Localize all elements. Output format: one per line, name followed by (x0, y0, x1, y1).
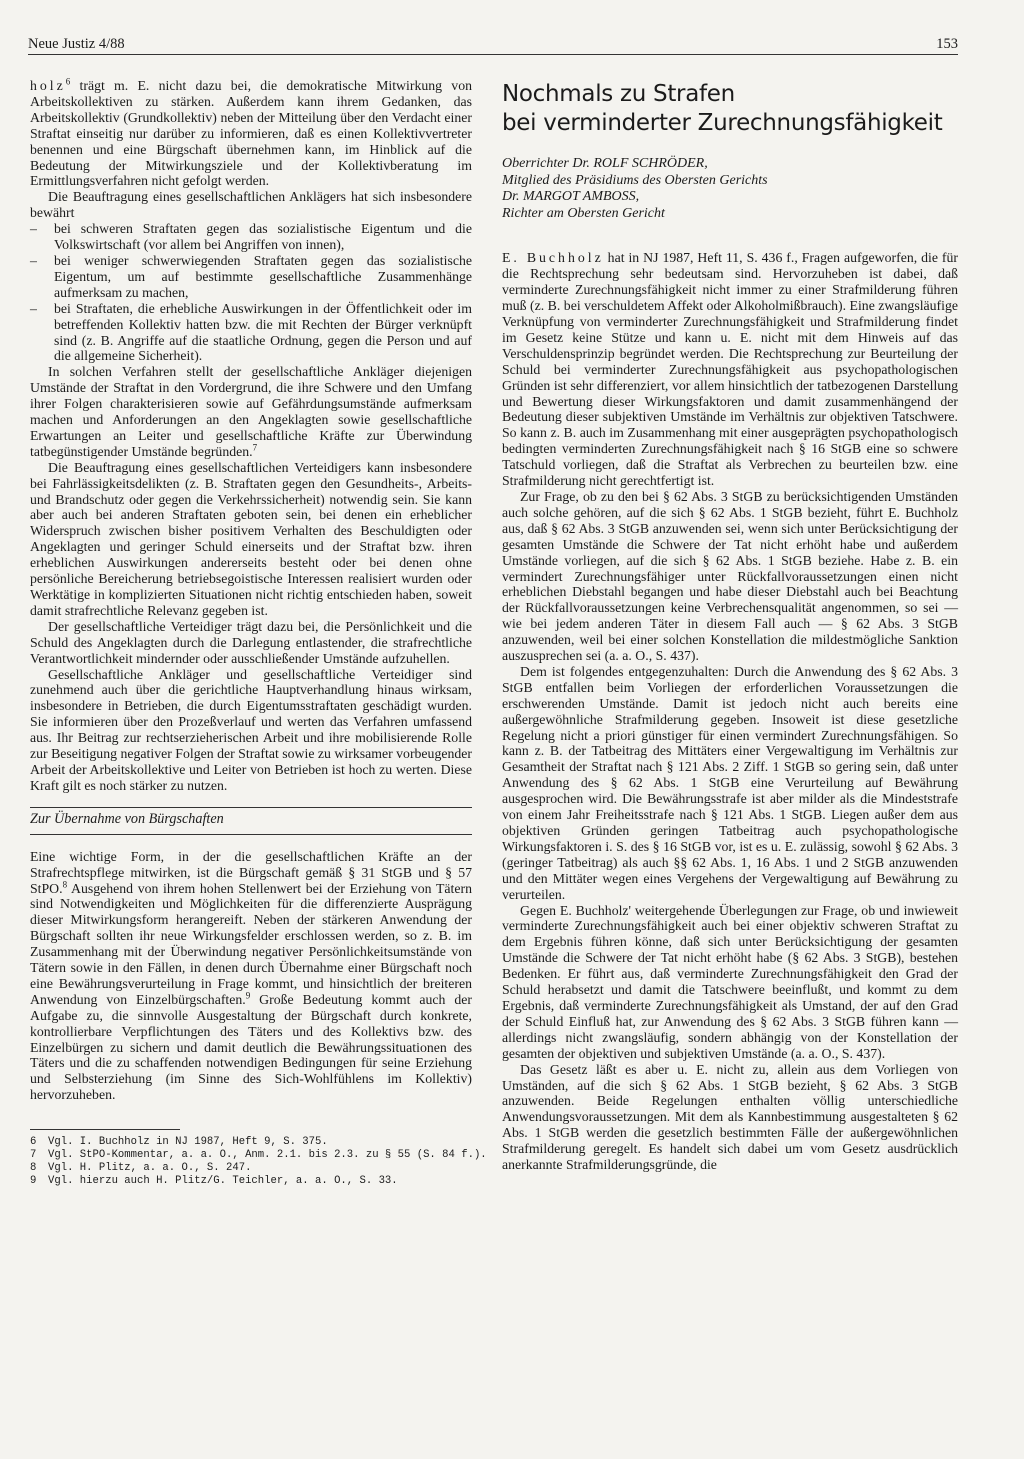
running-head (28, 34, 958, 55)
footnote-text: Vgl. H. Plitz, a. a. O., S. 247. (48, 1162, 252, 1175)
footnote-ref[interactable]: 8 (62, 878, 68, 889)
paragraph (502, 250, 958, 489)
paragraph: Zur Frage, ob zu den bei § 62 Abs. 3 StGB zu berücksichtigenden Umständen auch solche gehören, auf die sich § 62 Abs. 1 StGB bezieht, führt E. Buchholz aus, daß § 62 Abs. 3 StGB anzuwenden sei, wenn sich unter Berücksichtigung der gesamten Umstände die Schwere der Tat nicht erhöht habe und außerdem Umstände vorliegen, auf die sich § 62 Abs. 1 StGB beziehe. Habe z. B. ein vermindert Zurechnungsfähiger unter Rückfallvoraussetzungen einen nicht erheblichen Diebstahl begangen und habe dieser Diebstahl auch bei Beachtung der Rückfallvoraussetzungen keine Verbrechensqualität angenommen, so sei — wie bei jedem anderen Täter in diesem Fall auch — § 62 Abs. 3 StGB anzuwenden, weil bei einer solchen Konstellation die mildestmögliche Sanktion auszusprechen sei (a. a. O., S. 437). (502, 488, 958, 664)
paragraph-text: Ausgehend von ihrem hohen Stellenwert bei der Erziehung von Tätern sind Notwendigkeiten und Möglichkeiten für die differenzierte Ausprägung dieser Mitwirkungsform herangereift. Neben der stärkeren Anwendung der Bürgschaft sollten ihr neue Wirkungsfelder erschlossen werden, so z. B. im Zusammenhang mit der Überwindung negativer Persönlichkeitsumstände von Tätern sowie in den Fällen, in denen durch Übernahme einer Bürgschaft noch eine Bewährungsverurteilung in Frage kommt, und hinsichtlich der breiteren Anwendung von Einzelbürgschaften. (30, 880, 472, 1007)
spaced-name: holz (30, 78, 66, 93)
footnote-number: 8 (30, 1162, 37, 1175)
paragraph: Dem ist folgendes entgegenzuhalten: Durch die Anwendung des § 62 Abs. 3 StGB entfallen beim Vorliegen der erforderlichen Voraussetzungen die erschwerenden Umstände. Damit ist jedoch nicht auch bereits eine außergewöhnliche Strafmilderung gegeben. Insoweit ist diese gesetzliche Regelung nicht a priori günstiger für einen vermindert Zurechnungsfähigen. So kann z. B. der Tatbeitrag des Mittäters einer Vergewaltigung im Verhältnis zur Gesamtheit der Straftat nach § 121 Abs. 2 Ziff. 1 StGB so gering sein, daß unter Anwendung des § 62 Abs. 1 StGB eine Verurteilung auf Bewährung ausgesprochen wird. Die Bewährungsstrafe ist aber milder als die Mindeststrafe von einem Jahr Freiheitsstrafe nach § 121 Abs. 1 StGB. Liegen außer dem aus objektiven Gründen geringen Tatbeitrag auch psychopathologische Wirkungsfaktoren i. S. des § 16 StGB vor, ist es u. E. zulässig, sowohl § 62 Abs. 3 (geringer Tatbeitrag) als auch §§ 62 Abs. 1, 16 Abs. 1 und 2 StGB anzuwenden und den Mittäter wegen eines Vergehens der Vergewaltigung auf Bewährung zu verurteilen. (502, 663, 958, 902)
paragraph-text: trägt m. E. nicht dazu bei, die demokratische Mitwirkung von Arbeitskollektiven zu stärken. Außerdem kann ihrem Gedanken, das Arbeitskollektiv (Grundkollektiv) neben der Mitteilung über den Verdacht einer Straftat einseitig nur darüber zu informieren, daß es einen Kollektivvertreter benennen und eine Bürgschaft übernehmen kann, im Hinblick auf die Bedeutung der Mitwirkungsziele und der Kollektivberatung im Ermittlungsverfahren nicht gefolgt werden. (30, 78, 472, 189)
paragraph (30, 849, 472, 1104)
article-title (502, 80, 958, 138)
article-title-line: Nochmals zu Strafen (502, 81, 735, 107)
footnote (30, 1175, 472, 1188)
footnote (30, 1149, 487, 1162)
paragraph: Die Beauftragung eines gesellschaftlichen Verteidigers kann insbesondere bei Fahrlässigkeitsdelikten (z. B. Straftaten gegen den Gesundheits-, Arbeits- und Brandschutz oder gegen die Verkehrssicherheit) notwendig sein. Sie kann aber auch bei anderen Straftaten geboten sein, bei denen ein erheblicher Widerspruch zwischen bisher positivem Verhalten des Beschuldigten oder Angeklagten und geringer Schuld einerseits und der Straftat bzw. ihren erheblichen Auswirkungen andererseits besteht oder bei denen ohne persönliche Bereicherung betriebsegoistische Interessen realisiert wurden oder Werktätige in komplizierten Situationen nicht richtig entschieden haben, soweit damit strafrechtliche Relevanz gegeben ist. (30, 459, 472, 618)
paragraph: Die Beauftragung eines gesellschaftlichen Anklägers hat sich insbesondere bewährt (30, 189, 472, 221)
paragraph: Gesellschaftliche Ankläger und gesellschaftliche Verteidiger sind zunehmend auch über die gerichtliche Hauptverhandlung hinaus wirksam, insbesondere in Betrieben, die durch Eigentumsstraftaten geschädigt wurden. Sie informieren über den Prozeßverlauf und werten das Verfahren umfassend aus. Ihr Beitrag zur rechtserzieherischen Arbeit und ihre mobilisierende Rolle zur Beseitigung negativer Folgen der Straftat sowie zu wirksamer vorbeugender Arbeit der Arbeitskollektive und Leiter von Betrieben ist hoch zu werten. Diese Kraft gilt es noch stärker zu nutzen. (30, 666, 472, 793)
author-line: Richter am Obersten Gericht (502, 205, 665, 221)
paragraph (30, 78, 472, 189)
paragraph: Das Gesetz läßt es aber u. E. nicht zu, allein aus dem Vorliegen von Umständen, auf die sich § 62 Abs. 1 StGB bezieht, § 62 Abs. 3 StGB anzuwenden. Beide Regelungen enthalten völlig unterschiedliche Anwendungsvoraussetzungen. Mit dem als Kannbestimmung ausgestalteten § 62 Abs. 1 StGB werden die gesetzlich bestimmten Fälle der außergewöhnlichen Strafmilderung geregelt. Es handelt sich dabei um vom Gesetz ausdrücklich anerkannte Strafmilderungsgründe, die (502, 1061, 958, 1173)
author-block (502, 156, 958, 222)
spaced-name: E. Buchholz (502, 250, 604, 266)
author-line: Dr. MARGOT AMBOSS, (502, 189, 640, 205)
page-number: 153 (936, 36, 958, 52)
author-line: Oberrichter Dr. ROLF SCHRÖDER, (502, 156, 708, 171)
footnote-ref[interactable]: 9 (245, 990, 251, 1001)
footnote (30, 1162, 472, 1175)
footnote-text: Vgl. StPO-Kommentar, a. a. O., Anm. 2.1. bis 2.3. zu § 55 (S. 84 f.). (48, 1149, 487, 1162)
footnote-number: 9 (30, 1175, 37, 1188)
left-column (30, 76, 487, 1188)
footnote-text: Vgl. I. Buchholz in NJ 1987, Heft 9, S. 375. (48, 1136, 328, 1149)
right-column (502, 80, 958, 1173)
footnotes (30, 1136, 487, 1188)
footnote (30, 1136, 472, 1149)
section-divider (30, 834, 472, 835)
list-item: – bei Straftaten, die erhebliche Auswirkungen in der Öffentlichkeit oder im betreffenden Kollektiv hatten bzw. die mit Rechten der Bürger verknüpft sind (z. B. Angriffe auf die staatliche Ordnung, gegen die Person und auf die allgemeine Sicherheit). (30, 301, 472, 365)
paragraph-text: Große Bedeutung kommt auch der Aufgabe zu, die sinnvolle Ausgestaltung der Bürgschaft durch konkrete, kontrollierbare Verpflichtungen des Täters und des Kollektivs bzw. des Einzelbürgen zu sichern und damit deutlich die Bewährungssituationen des Täters und die zu schaffenden notwendigen Bedingungen für seine Erziehung und Selbsterziehung (im Sinne des Sich-Wohlfühlens im Kollektiv) hervorzuheben. (30, 991, 472, 1103)
paragraph-text: In solchen Verfahren stellt der gesellschaftliche Ankläger diejenigen Umstände der Straftat in den Vordergrund, die ihre Schwere und den Umfang ihrer Folgen charakterisieren sowie auf Gefährdungsumstände aufmerksam machen und Anforderungen an den Angeklagten sowie gesellschaftliche Erwartungen an Leiter und gesellschaftliche Kräfte zur Überwindung tatbegünstigender Umstände begründen. (30, 364, 472, 459)
paragraph: Gegen E. Buchholz' weitergehende Überlegungen zur Frage, ob und inwieweit verminderte Zurechnungsfähigkeit auch bei einer objektiv schweren Straftat zu dem Ergebnis führen könne, daß sich unter Berücksichtigung der gesamten Umstände die Schwere der Tat nicht erhöht habe (§ 62 Abs. 3 StGB), bestehen Bedenken. Er führt aus, daß verminderte Zurechnungsfähigkeit den Grad der Schuld herabsetzt und damit die Tatschwere beeinflußt, und kommt zu dem Ergebnis, daß verminderte Zurechnungsfähigkeit als Umstand, der auf den Grad der Schuld Einfluß hat, zur Anwendung des § 62 Abs. 3 StGB führen kann — allerdings nicht zwangsläufig, sondern abhängig von der Konstellation der gesamten der objektiven und subjektiven Umstände (a. a. O., S. 437). (502, 902, 958, 1061)
list-item: – bei weniger schwerwiegenden Straftaten gegen das sozialistische Eigentum, um auf bestimmte gesellschaftliche Zusammenhänge aufmerksam zu machen, (30, 253, 472, 301)
author-line: Mitglied des Präsidiums des Obersten Gerichts (502, 172, 768, 188)
dash-list (30, 221, 472, 364)
paragraph: Der gesellschaftliche Verteidiger trägt dazu bei, die Persönlichkeit und die Schuld des Angeklagten durch die Darlegung entlastender, die strafrechtliche Verantwortlichkeit mindernder oder ausschließender Umstände aufzuhellen. (30, 618, 472, 666)
footnote-divider (30, 1129, 180, 1130)
article-title-line: bei verminderter Zurechnungsfähigkeit (502, 110, 943, 136)
journal-name: Neue Justiz 4/88 (28, 36, 125, 52)
footnote-text: Vgl. hierzu auch H. Plitz/G. Teichler, a. a. O., S. 33. (48, 1175, 398, 1188)
paragraph-text: hat in NJ 1987, Heft 11, S. 436 f., Fragen aufgeworfen, die für die Rechtsprechung sehr bedeutsam sind. Hervorzuheben ist dabei, daß verminderte Zurechnungsfähigkeit nicht immer zu einer Strafmilderung führen muß (z. B. bei verschuldetem Affekt oder Alkoholmißbrauch). Eine zwangsläufige Verknüpfung von verminderter Zurechnungsfähigkeit und Strafmilderung findet im Gesetz keine Stütze und kann u. E. nicht mit dem Hinweis auf das Verschuldensprinzip begründet werden. Die Rechtsprechung zur Beurteilung der Schuld bei verminderter Zurechnungsfähigkeit aus psychopathologischen Gründen ist sehr differenziert, vor allem hinsichtlich der tatbezogenen Darstellung und Bewertung dieser Wirkungsfaktoren und damit zusammenhängend der Bedeutung dieser subjektiven Umstände im Verhältnis zur objektiven Tatschwere. So kann z. B. auch im Zusammenhang mit einer ausgeprägten psychopathologisch bedingten verminderten Zurechnungsfähigkeit nach § 16 StGB eine so schwere Tatschuld vorliegen, daß die Straftat als Verbrechen zu beurteilen bzw. eine Strafmilderung nicht gerechtfertigt ist. (502, 250, 959, 489)
paragraph (30, 364, 472, 459)
paragraph-text: Eine wichtige Form, in der die gesellschaftlichen Kräfte an der Strafrechtspflege mitwirken, ist die Bürgschaft gemäß § 31 StGB und § 57 StPO. (30, 848, 472, 896)
section-title: Zur Übernahme von Bürgschaften (30, 810, 224, 827)
footnote-number: 7 (30, 1149, 37, 1162)
footnote-ref[interactable]: 6 (65, 76, 71, 87)
list-item: – bei schweren Straftaten gegen das sozialistische Eigentum und die Volkswirtschaft (vor allem bei Angriffen von innen), (30, 221, 472, 253)
footnote-ref[interactable]: 7 (252, 442, 258, 453)
footnote-number: 6 (30, 1136, 37, 1149)
